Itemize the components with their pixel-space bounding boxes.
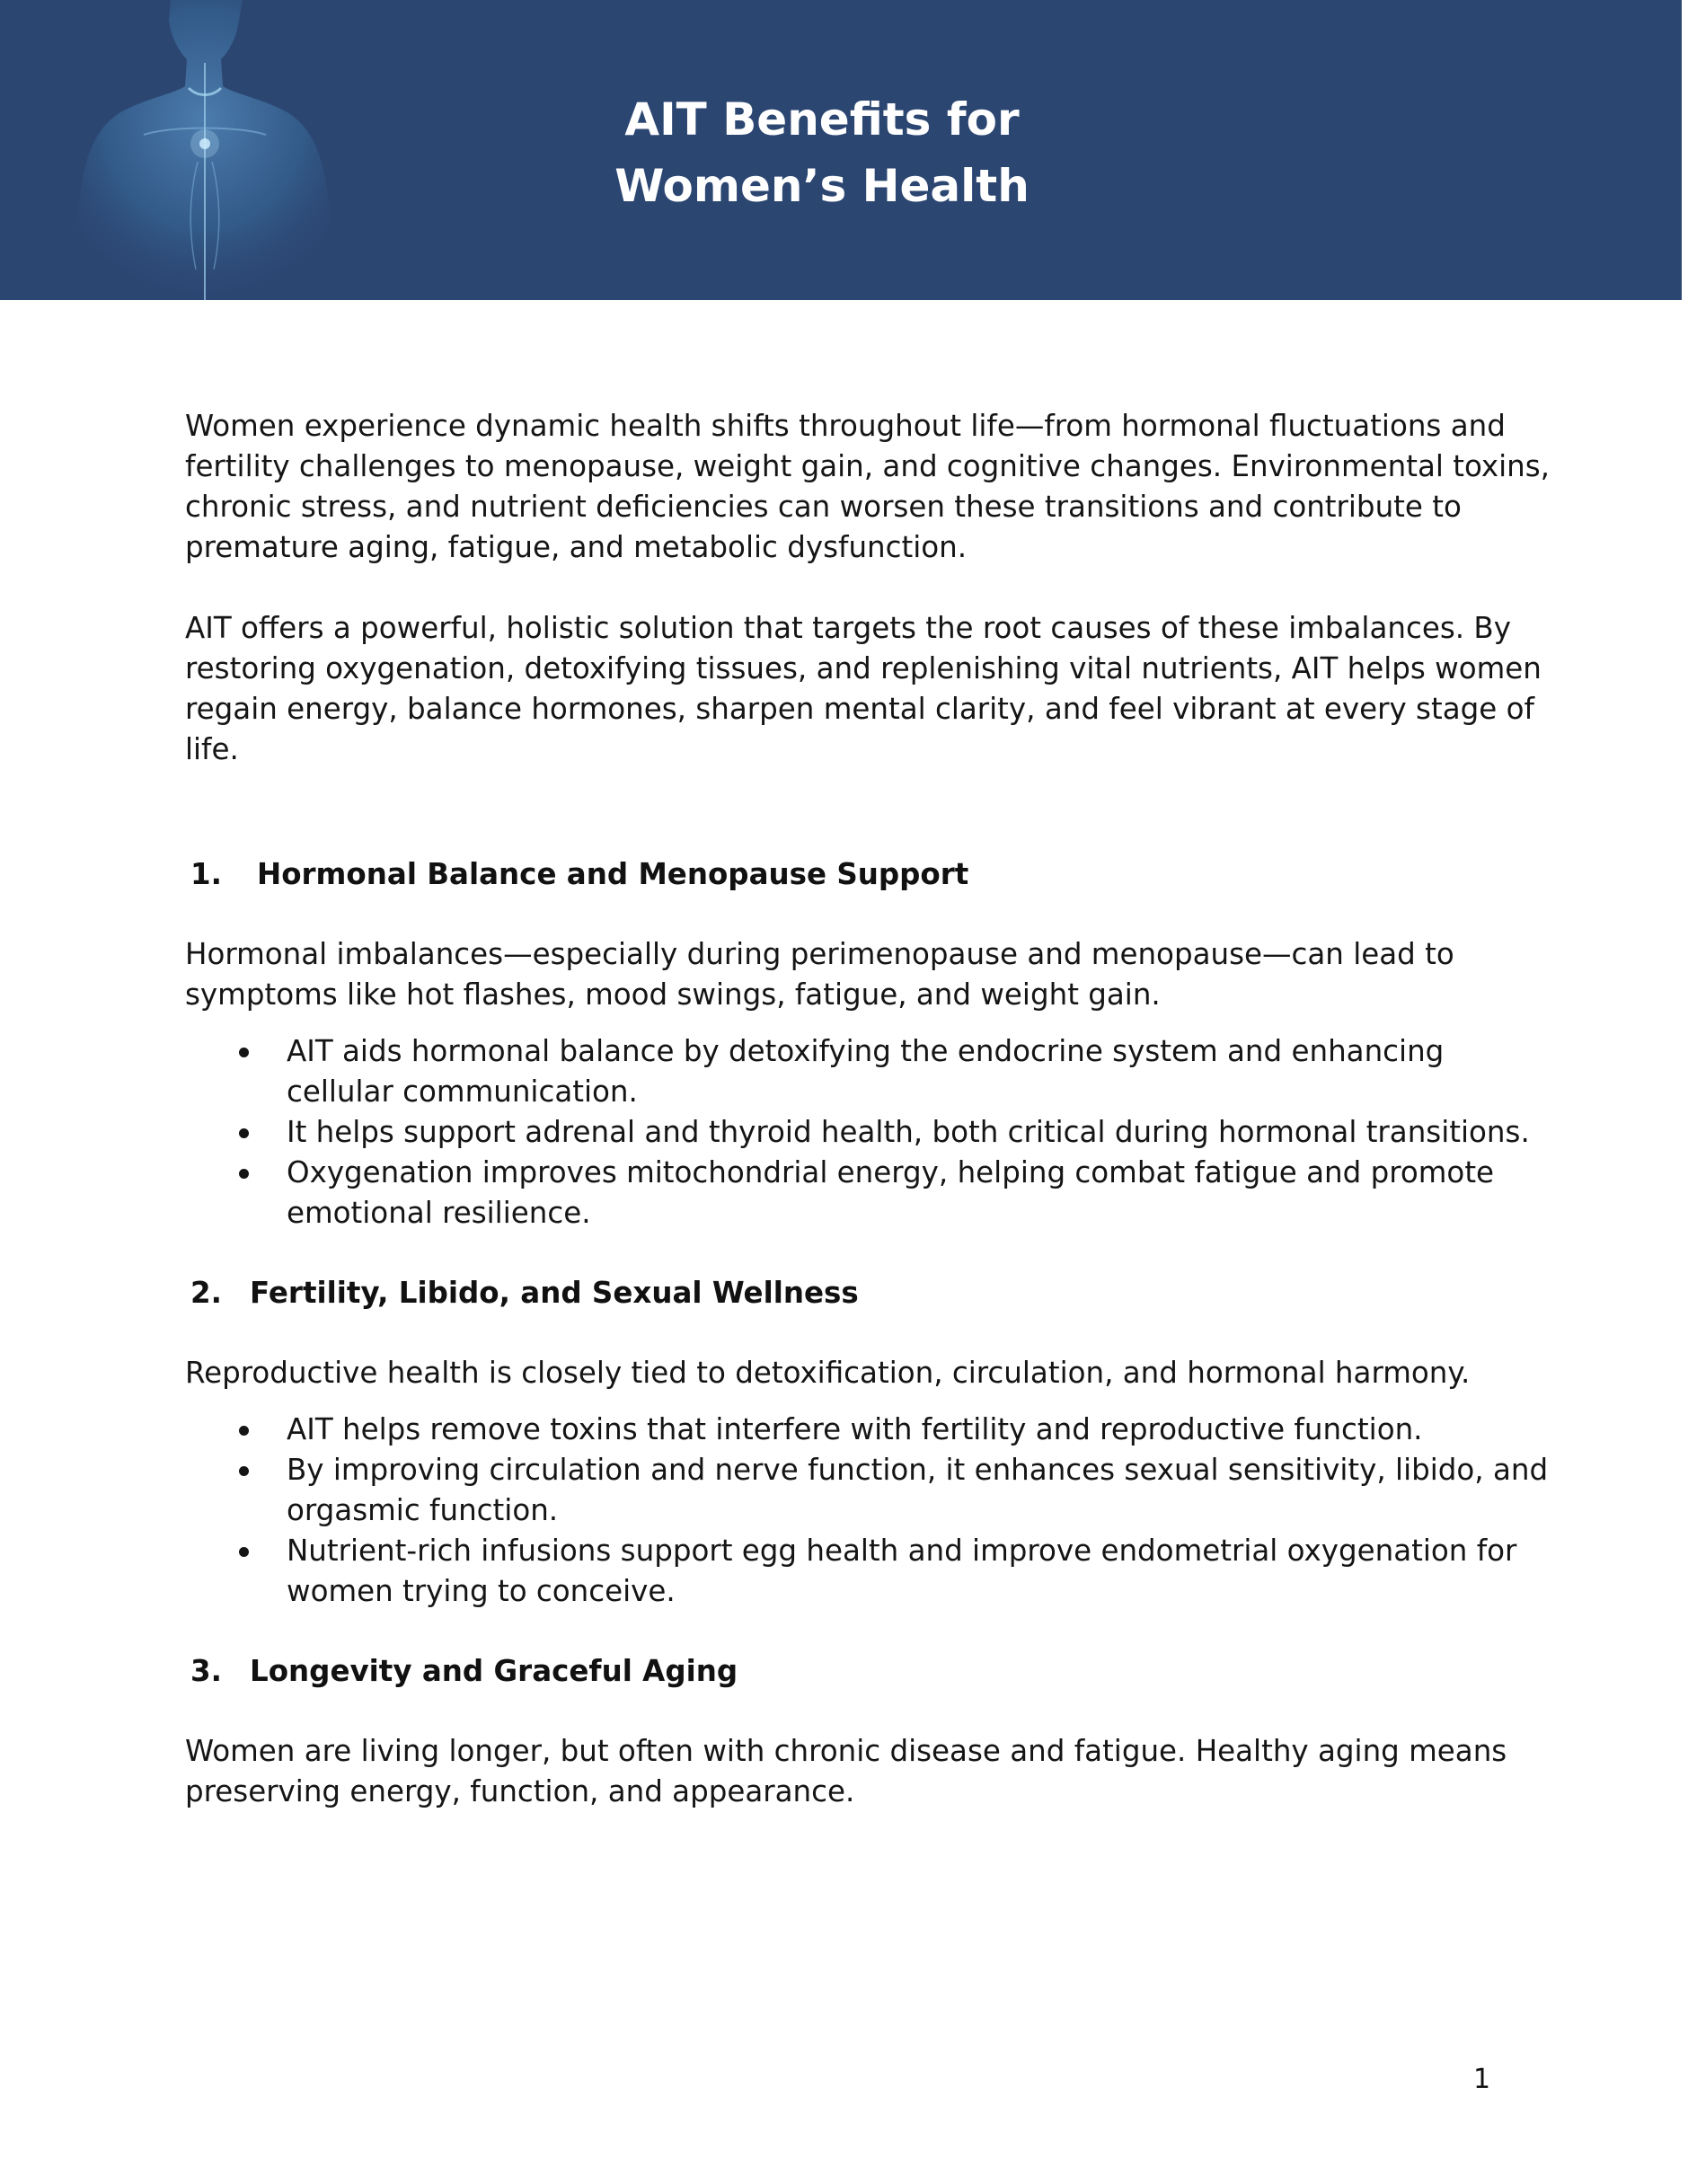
section-number: 1. <box>190 857 222 891</box>
section-1-paragraph: Hormonal imbalances—especially during perimenopause and menopause—can lead to symptoms like hot flashes, mood swings, fatigue, and weight gain. <box>185 937 1454 1012</box>
list-item-text: Nutrient-rich infusions support egg health and improve endometrial oxygenation for women trying to conceive. <box>287 1534 1517 1608</box>
header-banner <box>0 0 1682 300</box>
bullet-icon <box>239 1466 249 1476</box>
intro-paragraph-2: AIT offers a powerful, holistic solution that targets the root causes of these imbalances. By restoring oxygenation, detoxifying tissues, and replenishing vital nutrients, AIT helps women regain energy, balance hormones, sharpen mental clarity, and feel vibrant at every stage of life. <box>185 611 1542 766</box>
list-item <box>185 1031 1560 1112</box>
document-body <box>185 406 1560 1812</box>
list-item <box>185 1450 1560 1531</box>
section-3-paragraph: Women are living longer, but often with chronic disease and fatigue. Healthy aging means preserving energy, function, and appearance. <box>185 1734 1507 1808</box>
section-title: Hormonal Balance and Menopause Support <box>257 857 969 891</box>
list-item-text: AIT helps remove toxins that interfere with fertility and reproductive function. <box>287 1412 1423 1446</box>
list-item <box>185 1112 1560 1153</box>
list-item <box>185 1531 1560 1612</box>
section-2-paragraph: Reproductive health is closely tied to detoxification, circulation, and hormonal harmony. <box>185 1356 1471 1390</box>
section-number: 3. <box>190 1654 222 1688</box>
list-item-text: By improving circulation and nerve function, it enhances sexual sensitivity, libido, and orgasmic function. <box>287 1453 1549 1527</box>
section-title: Fertility, Libido, and Sexual Wellness <box>250 1276 859 1310</box>
bullet-icon <box>239 1128 249 1138</box>
section-1-bullet-list <box>185 1031 1560 1233</box>
section-number: 2. <box>190 1276 222 1310</box>
list-item-text: It helps support adrenal and thyroid health, both critical during hormonal transitions. <box>287 1115 1530 1149</box>
bullet-icon <box>239 1547 249 1557</box>
section-heading-3 <box>190 1651 1560 1692</box>
section-heading-2 <box>190 1273 1560 1313</box>
list-item-text: AIT aids hormonal balance by detoxifying the endocrine system and enhancing cellular communication. <box>287 1034 1445 1109</box>
page-title-line-2: Women’s Health <box>614 160 1030 212</box>
section-title: Longevity and Graceful Aging <box>250 1654 738 1688</box>
bullet-icon <box>239 1048 249 1057</box>
list-item-text: Oxygenation improves mitochondrial energy, helping combat fatigue and promote emotional resilience. <box>287 1155 1495 1230</box>
bullet-icon <box>239 1426 249 1436</box>
list-item <box>185 1410 1560 1450</box>
list-item <box>185 1153 1560 1233</box>
page-number: 1 <box>1473 2064 1491 2095</box>
section-2-bullet-list <box>185 1410 1560 1612</box>
intro-paragraph-1: Women experience dynamic health shifts throughout life—from hormonal fluctuations and fertility challenges to menopause, weight gain, and cognitive changes. Environmental toxins, chronic stress, and nutrient deficiencies can worsen these transitions and contribute to premature aging, fatigue, and metabolic dysfunction. <box>185 409 1550 564</box>
page-title-line-1: AIT Benefits for <box>624 93 1020 146</box>
bullet-icon <box>239 1169 249 1179</box>
page-title <box>0 86 1644 219</box>
section-heading-1 <box>190 854 1560 895</box>
